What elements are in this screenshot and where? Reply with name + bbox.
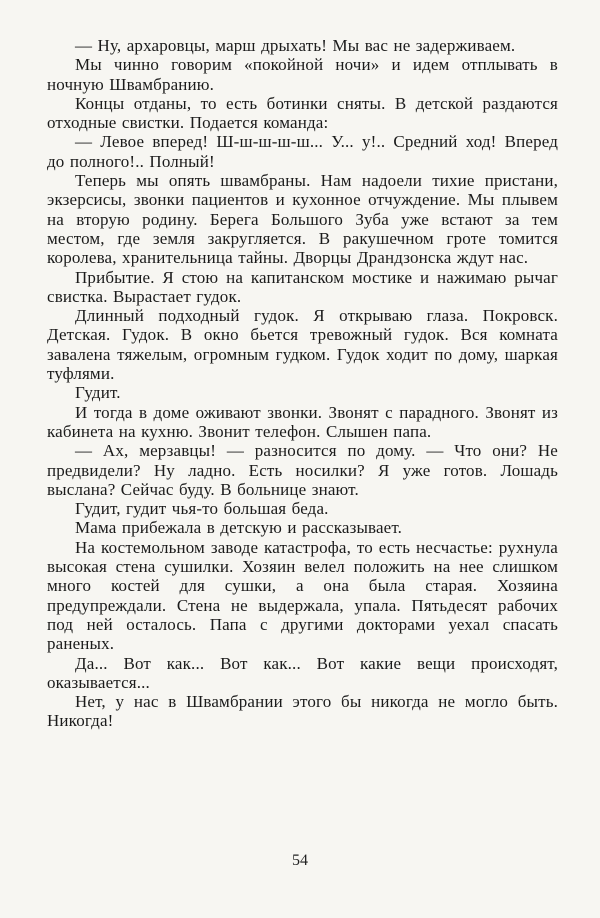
paragraph: Мы чинно говорим «покойной ночи» и идем отплывать в ночную Швамбранию. bbox=[47, 55, 558, 94]
paragraph: — Ах, мерзавцы! — разносится по дому. — Что они? Не предвидели? Ну ладно. Есть носилки? Я уже готов. Лошадь выслана? Сейчас буду. В больнице знают. bbox=[47, 441, 558, 499]
paragraph: На костемольном заводе катастрофа, то есть несчастье: рухнула высокая стена сушилки. Хозяин велел положить на нее слишком много костей для сушки, а она была старая. Хозяина предупреждали. Стена не выдержала, упала. Пятьдесят рабочих под ней осталось. Папа с другими докторами уехал спасать раненых. bbox=[47, 537, 558, 654]
page-text bbox=[47, 36, 558, 731]
paragraph: — Левое вперед! Ш-ш-ш-ш-ш... У... у!.. Средний ход! Вперед до полного!.. Полный! bbox=[47, 132, 558, 171]
paragraph: Гудит, гудит чья-то большая беда. bbox=[75, 499, 329, 519]
page-number: 54 bbox=[292, 852, 308, 869]
paragraph: И тогда в доме оживают звонки. Звонят с парадного. Звонят из кабинета на кухню. Звонит телефон. Слышен папа. bbox=[47, 402, 558, 441]
paragraph: Длинный подходный гудок. Я открываю глаза. Покровск. Детская. Гудок. В окно бьется тревожный гудок. Вся комната завалена тяжелым, огромным гудком. Гудок ходит по дому, шаркая туфлями. bbox=[47, 306, 558, 384]
paragraph: Гудит. bbox=[75, 383, 121, 403]
paragraph: Концы отданы, то есть ботинки сняты. В детской раздаются отходные свистки. Подается команда: bbox=[47, 93, 558, 133]
paragraph: Да... Вот как... Вот как... Вот какие вещи происходят, оказывается... bbox=[47, 653, 558, 692]
paragraph: Мама прибежала в детскую и рассказывает. bbox=[75, 518, 403, 538]
paragraph: Нет, у нас в Швамбрании этого бы никогда не могло быть. Никогда! bbox=[47, 692, 558, 731]
paragraph: Прибытие. Я стою на капитанском мостике и нажимаю рычаг свистка. Вырастает гудок. bbox=[47, 267, 558, 306]
paragraph: Теперь мы опять швамбраны. Нам надоели тихие пристани, экзерсисы, звонки пациентов и кухонное отчуждение. Мы плывем на вторую родину. Берега Большого Зуба уже встают за тем местом, где земля закругляется. В ракушечном гроте томится королева, хранительница тайны. Дворцы Драндзонска ждут нас. bbox=[47, 171, 558, 268]
paragraph: — Ну, архаровцы, марш дрыхать! Мы вас не задерживаем. bbox=[75, 36, 516, 55]
